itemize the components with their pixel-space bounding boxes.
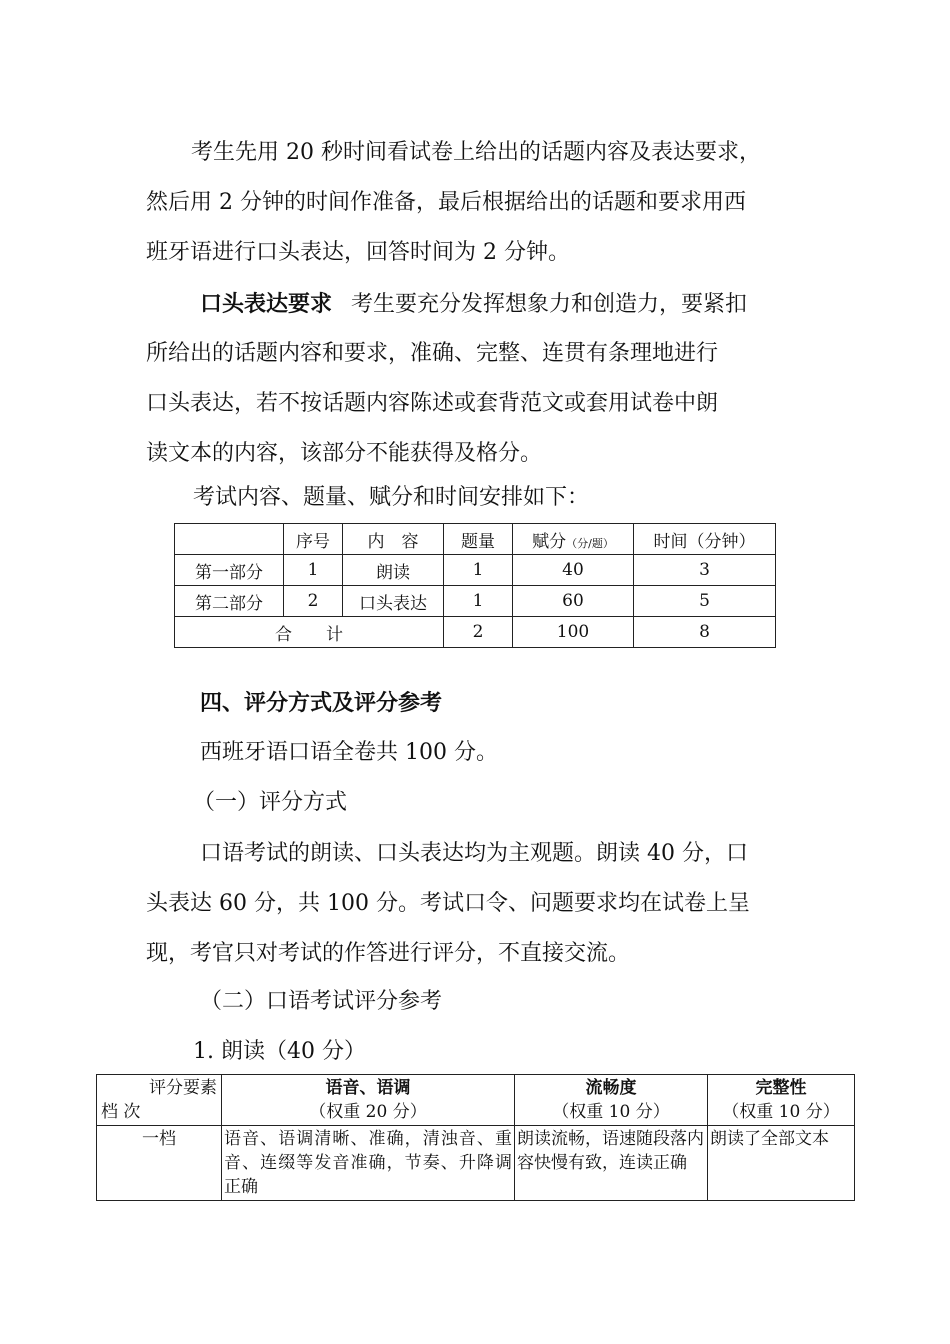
header-score-label: 赋分 [532,531,567,552]
para2-line2: 所给出的话题内容和要求，准确、完整、连贯有条理地进行 [146,341,719,366]
rubric-level1-pronunciation: 语音、语调清晰、准确，清浊音、重音、连缀等发音准确，节奏、升降调正确 [222,1126,515,1201]
col-pronunciation-weight: （权重 20 分） [309,1102,427,1122]
para1-line3: 班牙语进行口头表达，回答时间为 2 分钟。 [146,240,570,265]
row1-score: 40 [513,555,634,586]
row1-time: 3 [634,555,776,586]
rubric-col-pronunciation [222,1075,515,1126]
table-row [175,586,776,617]
row2-part: 第二部分 [175,586,284,617]
rubric-table [96,1074,855,1201]
rubric-header-row [97,1075,855,1126]
header-count: 题量 [444,524,513,555]
method-line2: 头表达 60 分，共 100 分。考试口令、问题要求均在试卷上呈 [146,891,750,916]
subheading-method: （一）评分方式 [193,790,348,815]
table-total-row [175,617,776,648]
col-completeness-title: 完整性 [755,1078,807,1098]
rubric-level1-completeness: 朗读了全部文本 [708,1126,855,1201]
rubric-corner-cell [97,1075,222,1126]
header-time: 时间（分钟） [634,524,776,555]
total-score-text: 西班牙语口语全卷共 100 分。 [200,740,498,765]
rubric-col-completeness [708,1075,855,1126]
oral-requirements-heading: 口头表达要求 [200,291,333,317]
table-header-row [175,524,776,555]
row1-part: 第一部分 [175,555,284,586]
rubric-corner-bottom: 档 次 [101,1102,141,1122]
total-score: 100 [513,617,634,648]
row1-content: 朗读 [343,555,444,586]
col-fluency-title: 流畅度 [585,1078,637,1098]
section4-heading: 四、评分方式及评分参考 [200,690,443,716]
row2-time: 5 [634,586,776,617]
total-time: 8 [634,617,776,648]
table-row [175,555,776,586]
row2-content: 口头表达 [343,586,444,617]
rubric-level1-fluency: 朗读流畅，语速随段落内容快慢有致，连读正确 [515,1126,708,1201]
para2-line3: 口头表达，若不按话题内容陈述或套背范文或套用试卷中朗 [146,391,719,416]
allocation-table [174,523,776,648]
col-pronunciation-title: 语音、语调 [325,1078,411,1098]
table-row [97,1126,855,1201]
total-count: 2 [444,617,513,648]
rubric-level-1: 一档 [97,1126,222,1201]
item-reading: 1. 朗读（40 分） [193,1039,366,1064]
header-content: 内 容 [343,524,444,555]
para2-line4: 读文本的内容，该部分不能获得及格分。 [146,441,543,466]
header-score-unit: （分/题） [566,536,614,550]
para1-line2: 然后用 2 分钟的时间作准备，最后根据给出的话题和要求用西 [146,190,746,215]
method-line1: 口语考试的朗读、口头表达均为主观题。朗读 40 分，口 [200,841,748,866]
total-label: 合 计 [175,617,444,648]
rubric-corner-top: 评分要素 [149,1078,217,1098]
header-part [175,524,284,555]
row2-score: 60 [513,586,634,617]
row2-seq: 2 [284,586,343,617]
para1-line1: 考生先用 20 秒时间看试卷上给出的话题内容及表达要求， [191,140,761,165]
method-line3: 现，考官只对考试的作答进行评分，不直接交流。 [146,941,631,966]
rubric-col-fluency [515,1075,708,1126]
para2-line1-text: 考生要充分发挥想象力和创造力，要紧扣 [351,292,748,317]
header-seq: 序号 [284,524,343,555]
header-score [513,524,634,555]
allocation-intro: 考试内容、题量、赋分和时间安排如下： [193,485,590,510]
row1-seq: 1 [284,555,343,586]
col-completeness-weight: （权重 10 分） [722,1102,840,1122]
row2-count: 1 [444,586,513,617]
col-fluency-weight: （权重 10 分） [552,1102,670,1122]
subheading-reference: （二）口语考试评分参考 [200,989,443,1014]
para2-line1 [200,279,747,330]
row1-count: 1 [444,555,513,586]
